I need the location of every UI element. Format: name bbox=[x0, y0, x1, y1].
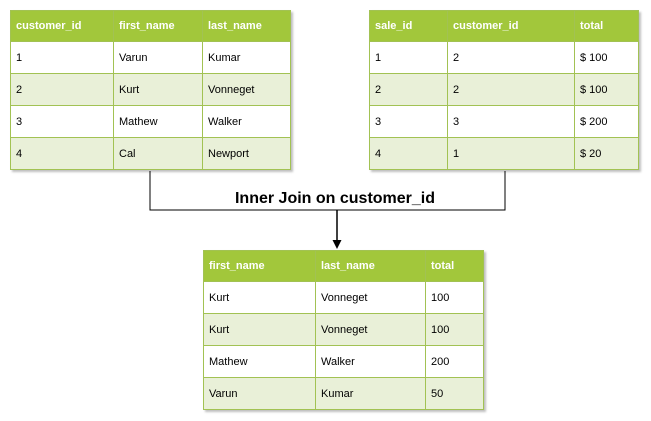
table-cell: Varun bbox=[114, 42, 203, 74]
table-cell: Vonneget bbox=[203, 74, 291, 106]
column-header: customer_id bbox=[11, 11, 114, 42]
table-row bbox=[204, 378, 484, 410]
arrow-head-icon bbox=[333, 240, 342, 249]
table-cell: Kumar bbox=[316, 378, 426, 410]
table-cell: Mathew bbox=[114, 106, 203, 138]
table-cell: $ 100 bbox=[575, 42, 639, 74]
table-header-row bbox=[204, 251, 484, 282]
table-cell: 50 bbox=[426, 378, 484, 410]
table-cell: 200 bbox=[426, 346, 484, 378]
table-cell: 1 bbox=[11, 42, 114, 74]
column-header: sale_id bbox=[370, 11, 448, 42]
table-cell: 100 bbox=[426, 314, 484, 346]
column-header: last_name bbox=[203, 11, 291, 42]
table-cell: Mathew bbox=[204, 346, 316, 378]
table-cell: 2 bbox=[448, 42, 575, 74]
table-cell: Cal bbox=[114, 138, 203, 170]
table-cell: $ 20 bbox=[575, 138, 639, 170]
table-cell: 3 bbox=[448, 106, 575, 138]
table-cell: Kurt bbox=[114, 74, 203, 106]
table-cell: $ 100 bbox=[575, 74, 639, 106]
column-header: first_name bbox=[114, 11, 203, 42]
table-cell: 1 bbox=[370, 42, 448, 74]
table-row bbox=[204, 346, 484, 378]
table-cell: Vonneget bbox=[316, 282, 426, 314]
table-cell: Walker bbox=[203, 106, 291, 138]
table-row bbox=[204, 282, 484, 314]
table-cell: Kurt bbox=[204, 282, 316, 314]
column-header: total bbox=[426, 251, 484, 282]
table-cell: Kurt bbox=[204, 314, 316, 346]
table-cell: 3 bbox=[370, 106, 448, 138]
table-cell: 2 bbox=[370, 74, 448, 106]
table-cell: Walker bbox=[316, 346, 426, 378]
column-header: total bbox=[575, 11, 639, 42]
join-label: Inner Join on customer_id bbox=[234, 190, 436, 207]
column-header: first_name bbox=[204, 251, 316, 282]
table-cell: 4 bbox=[370, 138, 448, 170]
table-cell: 1 bbox=[448, 138, 575, 170]
table-cell: Varun bbox=[204, 378, 316, 410]
table-cell: Newport bbox=[203, 138, 291, 170]
column-header: customer_id bbox=[448, 11, 575, 42]
table-row bbox=[204, 314, 484, 346]
table-cell: $ 200 bbox=[575, 106, 639, 138]
column-header: last_name bbox=[316, 251, 426, 282]
table-cell: 2 bbox=[448, 74, 575, 106]
table-cell: Kumar bbox=[203, 42, 291, 74]
table-cell: 100 bbox=[426, 282, 484, 314]
table-cell: 3 bbox=[11, 106, 114, 138]
table-cell: Vonneget bbox=[316, 314, 426, 346]
result-table bbox=[203, 250, 484, 410]
table-cell: 4 bbox=[11, 138, 114, 170]
table-cell: 2 bbox=[11, 74, 114, 106]
